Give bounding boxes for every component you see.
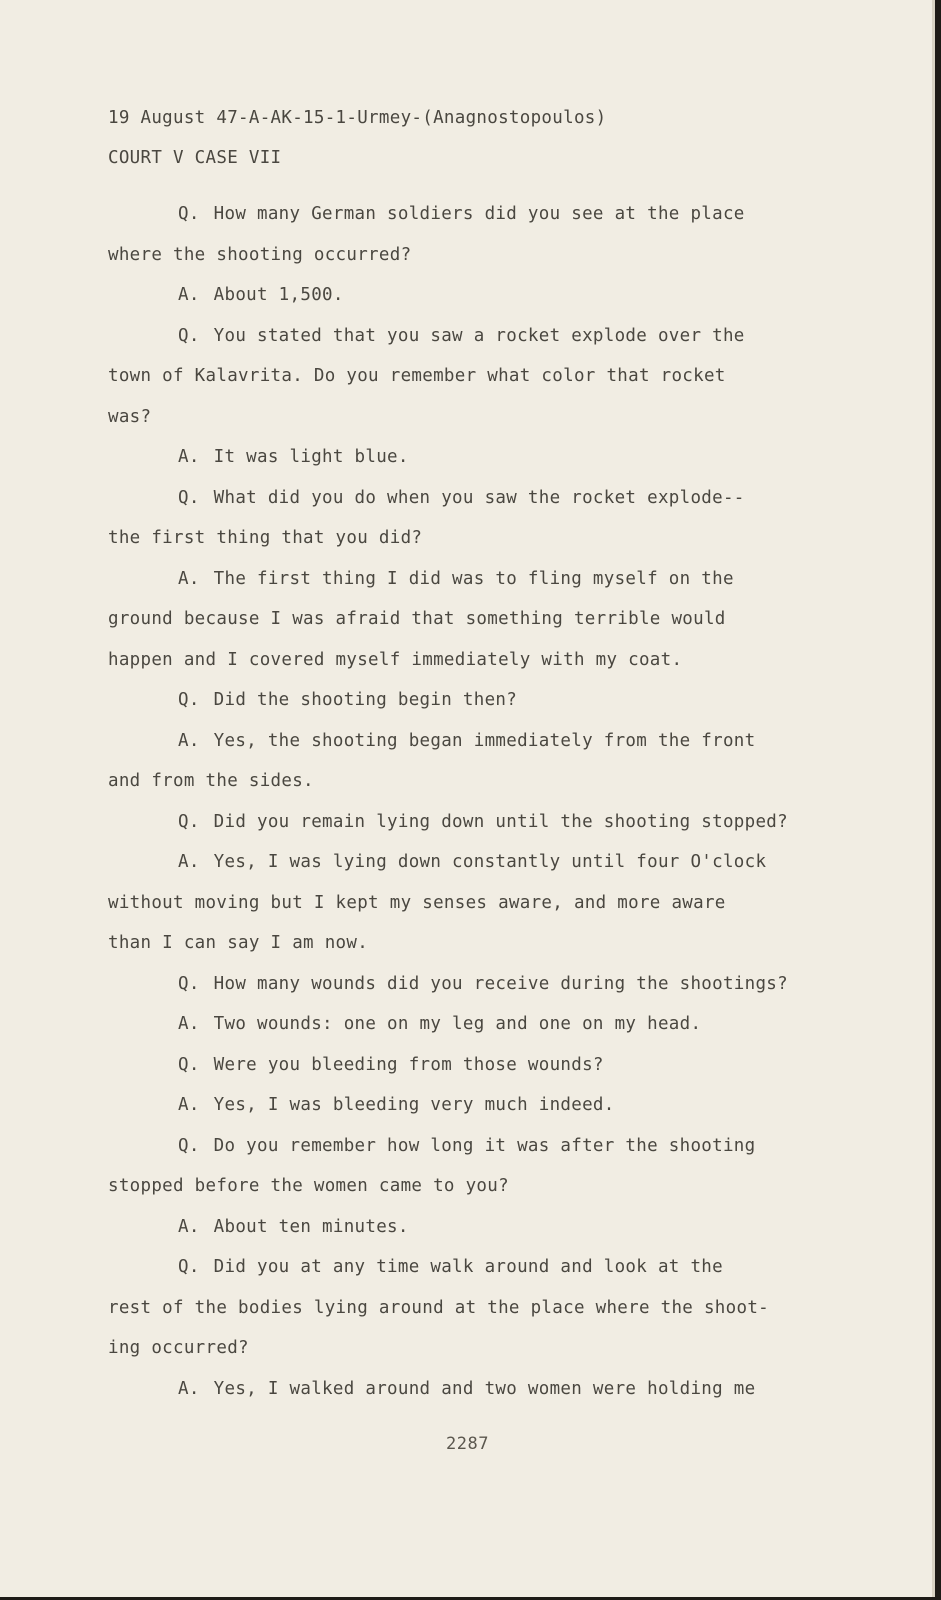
answer-entry bbox=[108, 842, 898, 964]
question-marker: Q. bbox=[178, 1054, 200, 1075]
page-number: 2287 bbox=[446, 1434, 489, 1454]
question-entry bbox=[108, 964, 898, 1005]
transcript-line bbox=[108, 397, 898, 438]
transcript-line bbox=[108, 802, 898, 843]
transcript-body bbox=[108, 98, 898, 1409]
answer-marker: A. bbox=[178, 285, 200, 305]
transcript-line bbox=[108, 1247, 898, 1288]
transcript-line bbox=[108, 1045, 898, 1086]
transcript-line bbox=[108, 883, 898, 924]
transcript-line bbox=[108, 923, 898, 964]
line-text: was? bbox=[108, 406, 152, 427]
line-text: Did you remain lying down until the shooting stopped? bbox=[213, 811, 788, 832]
court-case-line: COURT V CASE VII bbox=[108, 148, 282, 168]
answer-marker: A. bbox=[178, 1095, 200, 1115]
question-entry bbox=[108, 1045, 898, 1086]
transcript-line bbox=[108, 194, 898, 235]
line-text: How many German soldiers did you see at the place bbox=[213, 204, 745, 224]
line-text: Yes, I was bleeding very much indeed. bbox=[213, 1095, 615, 1115]
transcript-line bbox=[108, 1166, 898, 1207]
line-text: the first thing that you did? bbox=[108, 528, 423, 548]
line-text: Yes, I walked around and two women were holding me bbox=[213, 1378, 756, 1399]
question-marker: Q. bbox=[178, 204, 200, 224]
transcript-line bbox=[108, 1288, 898, 1329]
question-marker: Q. bbox=[178, 690, 200, 710]
line-text: ground because I was afraid that something terrible would bbox=[108, 609, 726, 629]
transcript-line bbox=[108, 842, 898, 883]
answer-entry bbox=[108, 559, 898, 681]
answer-marker: A. bbox=[178, 1378, 200, 1399]
line-text: Two wounds: one on my leg and one on my head. bbox=[213, 1014, 702, 1034]
line-text: stopped before the women came to you? bbox=[108, 1176, 509, 1196]
answer-entry bbox=[108, 1369, 898, 1410]
line-text: than I can say I am now. bbox=[108, 933, 369, 953]
answer-marker: A. bbox=[178, 568, 200, 589]
transcript-line bbox=[108, 721, 898, 762]
transcript-line bbox=[108, 964, 898, 1005]
question-marker: Q. bbox=[178, 1257, 200, 1277]
transcript-line bbox=[108, 356, 898, 397]
line-text: ing occurred? bbox=[108, 1338, 249, 1358]
question-entry bbox=[108, 194, 898, 275]
question-entry bbox=[108, 680, 898, 721]
transcript-line bbox=[108, 599, 898, 640]
answer-entry bbox=[108, 721, 898, 802]
transcript-line bbox=[108, 437, 898, 478]
transcript-line bbox=[108, 1369, 898, 1410]
transcript-line bbox=[108, 1207, 898, 1248]
transcript-line bbox=[108, 316, 898, 357]
line-text: and from the sides. bbox=[108, 771, 314, 791]
answer-entry bbox=[108, 1207, 898, 1248]
question-entry bbox=[108, 1247, 898, 1369]
answer-entry bbox=[108, 1004, 898, 1045]
transcript-line bbox=[108, 275, 898, 316]
question-marker: Q. bbox=[178, 487, 200, 508]
line-text: What did you do when you saw the rocket explode-- bbox=[213, 487, 745, 508]
question-marker: Q. bbox=[178, 811, 200, 832]
line-text: Do you remember how long it was after the shooting bbox=[213, 1135, 756, 1156]
answer-marker: A. bbox=[178, 1216, 200, 1237]
line-text: Yes, I was lying down constantly until four O'clock bbox=[213, 852, 767, 872]
answer-marker: A. bbox=[178, 730, 200, 751]
line-text: It was light blue. bbox=[213, 447, 409, 467]
line-text: About 1,500. bbox=[213, 285, 344, 305]
transcript-line bbox=[108, 235, 898, 276]
document-header-line: 19 August 47-A-AK-15-1-Urmey-(Anagnostopoulos) bbox=[108, 108, 607, 128]
transcript-line bbox=[108, 1004, 898, 1045]
answer-entry bbox=[108, 1085, 898, 1126]
question-entry bbox=[108, 1126, 898, 1207]
line-text: Did the shooting begin then? bbox=[213, 690, 518, 710]
transcript-line bbox=[108, 518, 898, 559]
line-text: The first thing I did was to fling myself on the bbox=[213, 568, 734, 589]
line-text: without moving but I kept my senses aware, and more aware bbox=[108, 892, 726, 913]
line-text: Did you at any time walk around and look at the bbox=[213, 1257, 723, 1277]
answer-marker: A. bbox=[178, 1014, 200, 1034]
line-text: rest of the bodies lying around at the place where the shoot- bbox=[108, 1297, 769, 1318]
line-text: where the shooting occurred? bbox=[108, 244, 412, 265]
transcript-line bbox=[108, 1085, 898, 1126]
transcript-line bbox=[108, 640, 898, 681]
line-text: happen and I covered myself immediately with my coat. bbox=[108, 649, 683, 670]
transcript-line bbox=[108, 1328, 898, 1369]
question-marker: Q. bbox=[178, 1135, 200, 1156]
transcript-line bbox=[108, 761, 898, 802]
answer-entry bbox=[108, 275, 898, 316]
question-entry bbox=[108, 802, 898, 843]
transcript-line bbox=[108, 680, 898, 721]
testimony-entries bbox=[108, 194, 898, 1409]
line-text: How many wounds did you receive during the shootings? bbox=[213, 973, 788, 994]
transcript-line bbox=[108, 478, 898, 519]
line-text: Yes, the shooting began immediately from the front bbox=[213, 730, 756, 751]
line-text: town of Kalavrita. Do you remember what color that rocket bbox=[108, 366, 726, 386]
line-text: Were you bleeding from those wounds? bbox=[213, 1054, 604, 1075]
question-marker: Q. bbox=[178, 973, 200, 994]
line-text: You stated that you saw a rocket explode over the bbox=[213, 325, 745, 346]
line-text: About ten minutes. bbox=[213, 1216, 409, 1237]
question-entry bbox=[108, 478, 898, 559]
answer-marker: A. bbox=[178, 852, 200, 872]
question-marker: Q. bbox=[178, 325, 200, 346]
transcript-line bbox=[108, 559, 898, 600]
answer-marker: A. bbox=[178, 447, 200, 467]
question-entry bbox=[108, 316, 898, 438]
answer-entry bbox=[108, 437, 898, 478]
transcript-line bbox=[108, 1126, 898, 1167]
